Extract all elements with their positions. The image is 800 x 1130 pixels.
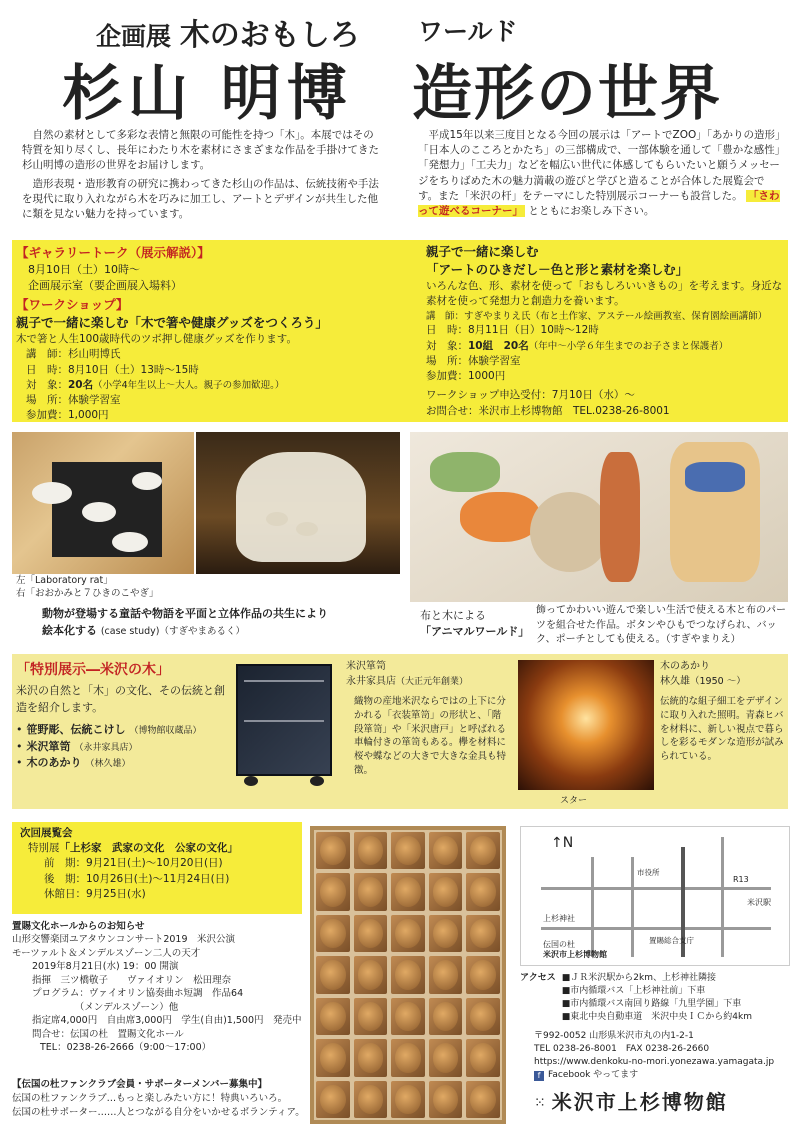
mask-cell — [316, 915, 350, 952]
mask-cell — [354, 1039, 388, 1076]
mask-face — [320, 1002, 346, 1031]
workshop1-row: 講 師：杉山明博氏 — [26, 348, 121, 361]
workshop2-heading2: 「アートのひきだし－色と形と素材を楽しむ」 — [426, 262, 689, 278]
next-row: 前 期：9月21日(土)～10月20日(日) — [44, 857, 223, 870]
mask-cell — [429, 832, 463, 869]
mask-cell — [391, 1081, 425, 1118]
artist-name: 杉山 明博 — [62, 59, 353, 129]
mask-face — [433, 1002, 459, 1031]
tansu-maker: 永井家具店 — [346, 675, 396, 687]
gallery-talk — [16, 243, 396, 293]
workshop2-row: 日 時：8月11日（日）10時～12時 — [426, 324, 599, 337]
yonezawa-item: • 木のあかり （林久雄） — [16, 756, 131, 769]
mask-cell — [391, 915, 425, 952]
next-title: 「上杉家 武家の文化 公家の文化」 — [59, 842, 238, 855]
yonezawa-item: • 米沢箪笥 （永井家具店） — [16, 739, 138, 753]
mask-cell — [316, 998, 350, 1035]
mask-face — [395, 960, 421, 989]
next-row: 休館日：9月25日(水) — [44, 887, 146, 900]
intro-left — [22, 128, 382, 222]
mask-face — [358, 877, 384, 906]
access-item: ■市内循環バス「上杉神社前」下車 — [561, 986, 706, 997]
tansu-photo — [230, 660, 338, 788]
animal-world-photo — [410, 432, 788, 602]
mask-cell — [391, 832, 425, 869]
workshop1-row: 場 所：体験学習室 — [26, 394, 121, 407]
mask-face — [433, 1085, 459, 1114]
tansu-desc: 織物の産地米沢ならではの上下に分かれる「衣装箪笥」の形状と、「階段箪笥」や「米沢唐戸」と呼ばれる車輪付きの箪笥もある。欅を材料に桜や蝶などの大きで大きな金具も特徴。 — [354, 696, 507, 776]
akari-title: 木のあかり — [660, 661, 710, 672]
mask-cell — [316, 832, 350, 869]
mask-cell — [466, 873, 500, 910]
wood-light-caption: スター — [560, 796, 588, 806]
concert-heading: 置賜文化ホールからのお知らせ — [12, 921, 145, 932]
website-link[interactable]: https://www.denkoku-no-mori.yonezawa.yamagata.jp — [534, 1057, 775, 1068]
picture-book-note: 動物が登場する童話や物語を平面と立体作品の共生により 絵本化する (case study)（すぎやまあるく） — [42, 607, 328, 637]
series-title-2: ワールド — [418, 17, 518, 46]
mask-face — [358, 1002, 384, 1031]
mask-cell — [354, 915, 388, 952]
mask-face — [470, 836, 496, 865]
mask-cell — [466, 1081, 500, 1118]
wolf-seven-goats-photo — [196, 432, 400, 574]
mask-cell — [429, 998, 463, 1035]
mask-face — [395, 919, 421, 948]
workshop2-heading1: 親子で一緒に楽しむ — [426, 244, 539, 259]
map-label-cityhall: 市役所 — [637, 868, 660, 877]
mask-face — [320, 1085, 346, 1114]
animal-world-desc: 飾ってかわいい遊んで楽しい生活で使える木と布のパーツを組合せた作品。ボタンやひもでつなげられ、バック、ポーチとしても使える。（すぎやまりえ） — [536, 605, 786, 645]
mask-cell — [429, 915, 463, 952]
mask-cell — [354, 873, 388, 910]
concert-notice: 置賜文化ホールからのお知らせ 山形交響楽団ユアタウンコンサート2019 米沢公演 モーツァルト＆メンデルスゾーン二人の天才 2019年8月21日(水) 19：00 開演 指揮 三ツ橋敬子 ヴァイオリン 松田理奈 プログラム：ヴァイオリン協奏曲ホ短調 作品64 （メンデルスゾーン）他 指定席4,000円 自由席3,000円 学生(自由)1,500円 発売中 問合せ：伝国の杜 置賜文化ホール TEL：0238-26-2666（9:00～17:00） — [12, 920, 308, 1055]
mask-face — [433, 1043, 459, 1072]
tel-fax: TEL 0238-26-8001 FAX 0238-26-2660 — [534, 1044, 710, 1055]
mask-cell — [429, 1039, 463, 1076]
gallery-talk-date: 8月10日（土）10時～ — [28, 263, 140, 276]
mask-face — [320, 919, 346, 948]
facebook-link[interactable]: f Facebook やってます — [520, 1069, 790, 1082]
mask-cell — [354, 832, 388, 869]
mask-face — [358, 919, 384, 948]
fanclub-heading: 【伝国の杜ファンクラブ会員・サポーターメンバー募集中】 — [12, 1079, 267, 1090]
mask-face — [470, 1085, 496, 1114]
main-title: 造形の世界 — [412, 59, 722, 129]
next-exhibit: 次回展覧会 特別展「上杉家 武家の文化 公家の文化」 前 期：9月21日(土)～10月20日(日) 後 期：10月26日(土)～11月24日(日) 休館日：9月25日(水) — [12, 822, 302, 914]
north-arrow-icon: ↑N — [551, 835, 574, 851]
address: 〒992-0052 山形県米沢市丸の内1-2-1 — [534, 1031, 694, 1042]
mask-face — [470, 919, 496, 948]
intro-left-p1: 自然の素材として多彩な表情と無限の可能性を持つ「木」。本展ではその特質を知り尽くし、長年にわたり木を素材にさまざまな作品を手掛けてきた杉山明博の造形の世界をお届けします。 — [22, 129, 379, 172]
access-item: ■東北中央自動車道 米沢中央ＩＣから約4km — [561, 1012, 752, 1023]
museum-logo-icon: ⁙ — [534, 1094, 546, 1111]
mask-face — [433, 877, 459, 906]
workshop1-row: 日 時：8月10日（土）13時～15時 — [26, 363, 199, 376]
wooden-masks-photo — [310, 826, 506, 1124]
mask-cell — [391, 998, 425, 1035]
akari-info: 木のあかり 林久雄（1950 ～） 伝統的な組子細工をデザインに取り入れた照明。青森ヒバを材料に、新しい視点で暮らしを彩るモダンな造形が試みられている。 — [660, 660, 786, 764]
exhibit-prefix: 企画展 — [96, 22, 172, 51]
mask-cell — [391, 956, 425, 993]
intro-left-p2: 造形表現・造形教育の研究に携わってきた杉山の作品は、伝統技術や手法を現代に取り入れながら木を巧みに加工し、アートとデザインが共生した他に類を見ない魅力を持っています。 — [22, 177, 379, 221]
map-label-shrine: 上杉神社 — [543, 914, 575, 923]
mask-cell — [316, 1039, 350, 1076]
yonezawa-desc: 米沢の自然と「木」の文化、その伝統と創造を紹介します。 — [16, 684, 225, 714]
mask-face — [320, 877, 346, 906]
workshop1 — [16, 296, 406, 424]
mask-face — [395, 1085, 421, 1114]
mask-face — [470, 1043, 496, 1072]
map-label-r13: R13 — [733, 875, 749, 884]
mask-cell — [316, 956, 350, 993]
mask-cell — [429, 956, 463, 993]
mask-face — [470, 960, 496, 989]
mask-face — [320, 960, 346, 989]
mask-face — [320, 1043, 346, 1072]
workshop2 — [426, 243, 786, 419]
workshop2-contact: お問合せ：米沢市上杉博物館 TEL.0238-26-8001 — [426, 404, 670, 417]
mask-cell — [354, 1081, 388, 1118]
gallery-talk-place: 企画展示室（要企画展入場料） — [28, 279, 182, 292]
access-item: ■ＪＲ米沢駅から2km、上杉神社隣接 — [561, 973, 716, 983]
touch-corner-highlight: 「さわって遊べるコーナー」 — [418, 189, 780, 218]
workshop1-heading: 【ワークショップ】 — [16, 297, 129, 312]
next-row: 後 期：10月26日(土)～11月24日(日) — [44, 872, 230, 885]
mask-cell — [466, 832, 500, 869]
gallery-talk-heading: 【ギャラリートーク（展示解説）】 — [16, 245, 210, 260]
facebook-icon: f — [534, 1071, 544, 1081]
akari-desc: 伝統的な組子細工をデザインに取り入れた照明。青森ヒバを材料に、新しい視点で暮らしを彩るモダンな造形が試みられている。 — [660, 696, 784, 763]
mask-face — [470, 1002, 496, 1031]
mask-cell — [391, 873, 425, 910]
mask-face — [395, 877, 421, 906]
mask-cell — [429, 1081, 463, 1118]
mask-cell — [429, 873, 463, 910]
mask-face — [433, 919, 459, 948]
mask-cell — [466, 956, 500, 993]
yonezawa-intro — [16, 660, 228, 772]
mask-face — [358, 1043, 384, 1072]
wood-light-photo — [518, 660, 654, 790]
mask-face — [395, 1002, 421, 1031]
mask-face — [358, 960, 384, 989]
map-label-denkoku: 伝国の杜 — [543, 940, 575, 949]
workshop1-row: 対 象：20名（小学4年生以上～大人。親子の参加歓迎。） — [26, 378, 285, 391]
mask-face — [395, 836, 421, 865]
mask-cell — [354, 956, 388, 993]
workshop2-apply: ワークショップ申込受付：7月10日（水）～ — [426, 389, 635, 402]
mask-face — [433, 960, 459, 989]
mask-cell — [316, 873, 350, 910]
mask-cell — [466, 915, 500, 952]
workshop1-title: 親子で一緒に楽しむ「木で箸や健康グッズをつくろう」 — [16, 315, 328, 331]
intro-right — [418, 128, 783, 219]
mask-cell — [316, 1081, 350, 1118]
mask-face — [358, 836, 384, 865]
map-label-office: 置賜総合支庁 — [649, 936, 694, 945]
tansu-info: 米沢箪笥 永井家具店（大正元年創業） 織物の産地米沢ならではの上下に分かれる「衣装箪笥」の形状と、「階段箪笥」や「米沢唐戸」と呼ばれる車輪付きの箪笥もある。欅を材料に桜や蝶などの大きで大きな金具も特徴。 — [346, 660, 510, 778]
access-map — [520, 826, 790, 966]
workshop2-row: 場 所：体験学習室 — [426, 354, 521, 367]
mask-cell — [391, 1039, 425, 1076]
laboratory-rat-photo — [12, 432, 194, 574]
akari-maker: 林久雄 — [660, 675, 690, 687]
mask-cell — [354, 998, 388, 1035]
workshop2-row: 対 象：10組 20名（年中～小学６年生までのお子さまと保護者） — [426, 339, 729, 352]
fanclub: 【伝国の杜ファンクラブ会員・サポーターメンバー募集中】 伝国の杜ファンクラブ…もっと楽しみたい方に！特典いろいろ。 伝国の杜サポーター……人とつながる自分をいかせるボランティア。 — [12, 1078, 312, 1119]
mask-face — [395, 1043, 421, 1072]
access-heading: アクセス — [520, 973, 556, 983]
mask-face — [320, 836, 346, 865]
next-heading: 次回展覧会 — [20, 827, 73, 839]
intro-right-p1: 平成15年以来三度目となる今回の展示は「アートでZOO」「あかりの造形」「日本人のこころとかたち」の三部構成で、一部体験を通して「豊かな感性」「発想力」「工夫力」などを幅広い世代に体感してもらいたいと願うメッセージをちりばめた木の魅力満載の遊びと学びと造ることが合体した展覧会です。また「米沢の杆」をテーマにした特別展示コーナーも設営した。 「さわって遊べるコーナー」 とともにお楽しみ下さい。 — [418, 129, 781, 218]
workshop2-row: 講 師：すぎやまりえ氏（布と土作家、アステール絵画教室、保育園絵画講師） — [426, 310, 768, 322]
animal-world-label: 布と木による 「アニマルワールド」 — [420, 609, 530, 638]
series-title: 木のおもしろ — [179, 18, 360, 53]
workshop2-row: 参加費：1000円 — [426, 370, 506, 383]
access-item: ■市内循環バス南回り路線「九里学園」下車 — [561, 999, 742, 1010]
museum-name: 米沢市上杉博物館 — [551, 1090, 728, 1115]
workshop1-row: 参加費：1,000円 — [26, 409, 109, 422]
yonezawa-item: • 笹野彫、伝統こけし （博物館収蔵品） — [16, 723, 202, 736]
map-label-museum: 米沢市上杉博物館 — [543, 950, 607, 959]
yonezawa-heading: 「特別展示―米沢の木」 — [16, 662, 170, 678]
photo-caption-left: 左「Laboratory rat」 右「おおかみと７ひきのこやぎ」 — [16, 575, 159, 599]
mask-face — [433, 836, 459, 865]
header — [0, 0, 800, 129]
mask-face — [358, 1085, 384, 1114]
mask-face — [470, 877, 496, 906]
access-info — [520, 972, 790, 1117]
workshop2-desc: いろんな色、形、素材を使って「おもしろいいきもの」を考えます。身近な素材を使って発想力と創造力を養います。 — [426, 280, 783, 308]
map-label-station: 米沢駅 — [747, 898, 771, 907]
mask-cell — [466, 1039, 500, 1076]
workshop1-desc: 木で箸と人生100歳時代のツボ押し健康グッズを作ります。 — [16, 333, 297, 346]
tansu-title: 米沢箪笥 — [346, 661, 386, 672]
mask-cell — [466, 998, 500, 1035]
